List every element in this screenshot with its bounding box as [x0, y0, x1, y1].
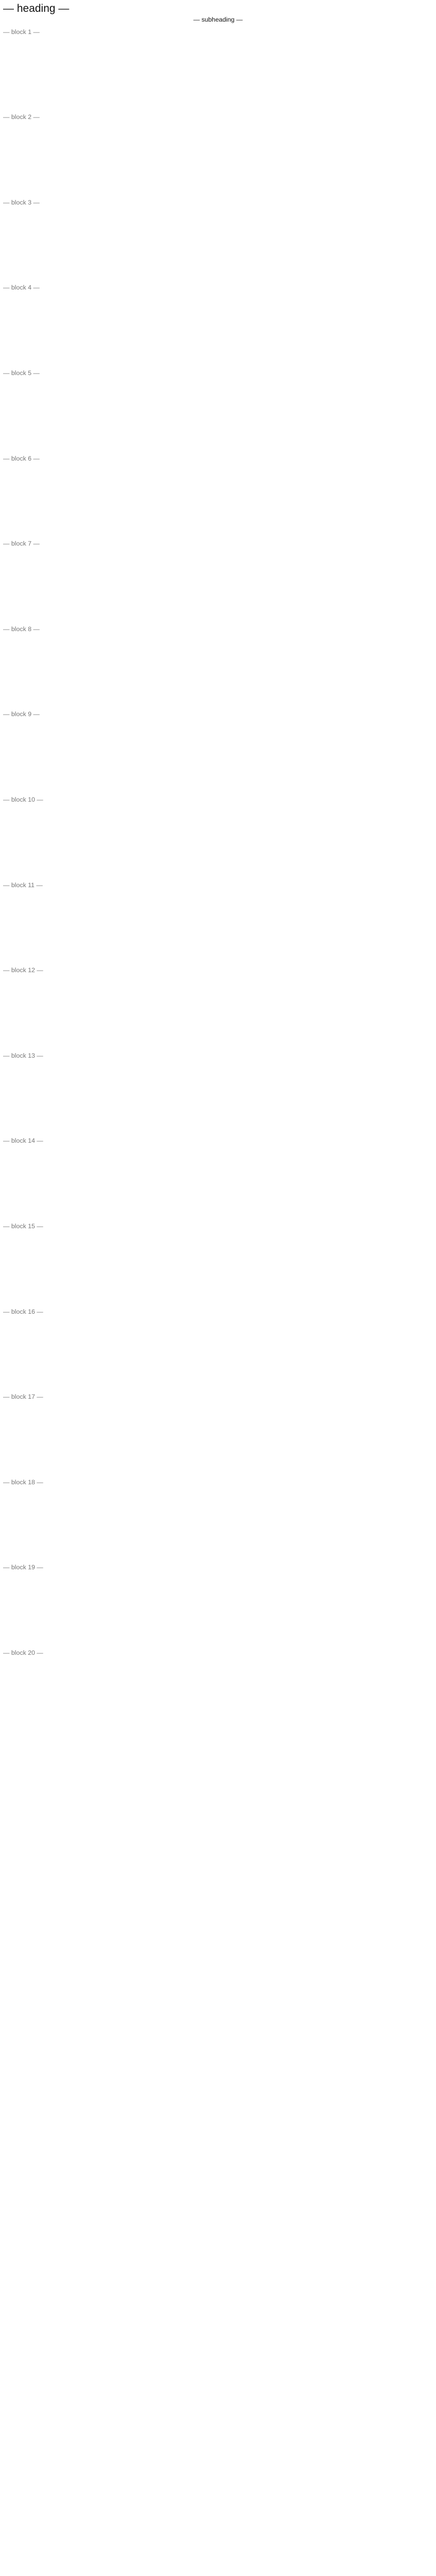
paragraph: — block 3 —: [3, 198, 40, 206]
paragraph: — block 10 —: [3, 795, 43, 803]
paragraph: — block 6 —: [3, 454, 40, 462]
paragraph: — block 5 —: [3, 369, 40, 377]
paragraph: — block 19 —: [3, 1564, 43, 1571]
paragraph: — block 14 —: [3, 1137, 43, 1145]
paragraph: — block 13 —: [3, 1052, 43, 1059]
paragraph: — block 18 —: [3, 1478, 43, 1486]
paragraph: — block 2 —: [3, 113, 40, 121]
paragraph: — block 1 —: [3, 28, 40, 36]
paragraph: — block 11 —: [3, 881, 43, 889]
paragraph: — block 4 —: [3, 284, 40, 292]
paragraph: — block 9 —: [3, 710, 40, 718]
document-subtitle: — subheading —: [193, 16, 243, 23]
paragraph: — block 8 —: [3, 625, 40, 633]
paragraph: — block 20 —: [3, 1649, 43, 1656]
paragraph: — block 12 —: [3, 967, 43, 974]
paragraph: — block 16 —: [3, 1308, 43, 1315]
paragraph: — block 17 —: [3, 1393, 43, 1401]
document-title: — heading —: [3, 3, 69, 14]
paragraph: — block 7 —: [3, 540, 40, 548]
paragraph: — block 15 —: [3, 1222, 43, 1230]
